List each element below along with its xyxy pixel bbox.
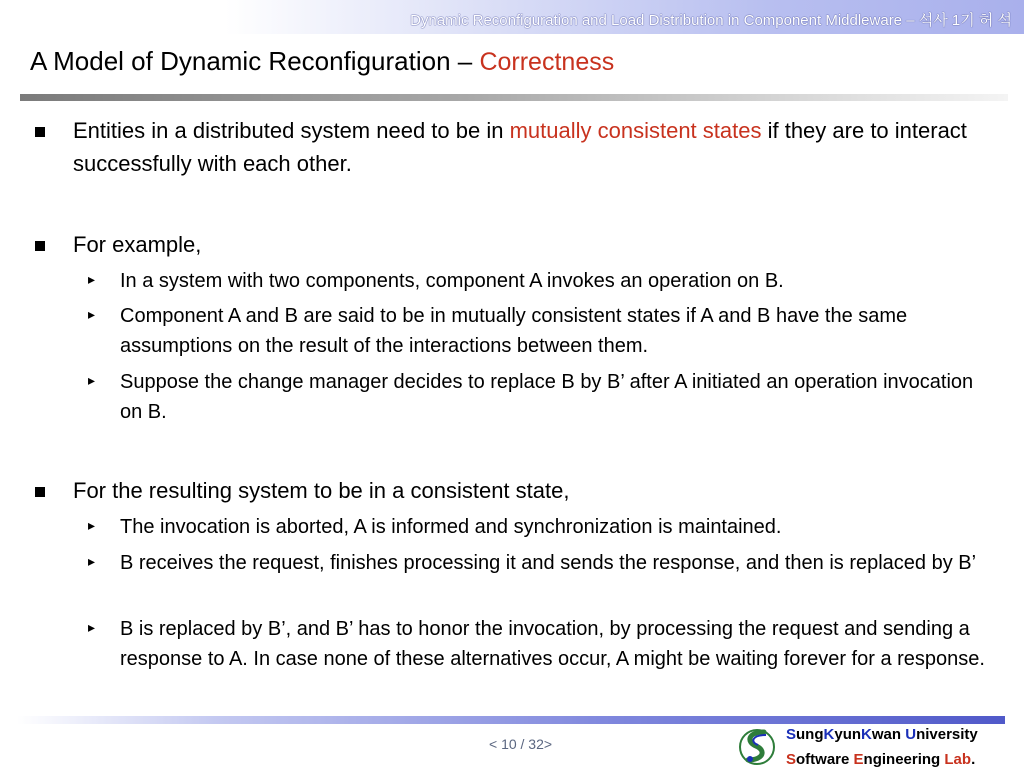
arrow-bullet-icon: ▸ bbox=[88, 271, 96, 287]
sub-bullet-resulting-1 bbox=[88, 512, 1000, 542]
sub-bullet-text: B receives the request, finishes processing it and sends the response, and then is replaced by B’ bbox=[120, 552, 977, 574]
arrow-bullet-icon: ▸ bbox=[88, 619, 96, 635]
sub-bullet-text: In a system with two components, component A invokes an operation on B. bbox=[120, 270, 784, 292]
arrow-bullet-icon: ▸ bbox=[88, 517, 96, 533]
header-text: Dynamic Reconfiguration and Load Distribution in Component Middleware – 석사 1기 허 석 bbox=[410, 12, 1012, 29]
sub-bullet-example-1 bbox=[88, 266, 1000, 296]
sub-bullet-example-2 bbox=[88, 301, 1000, 361]
sub-bullet-text: B is replaced by B’, and B’ has to honor the invocation, by processing the request and sending a response to A. In case none of these alternatives occur, A might be waiting forever for a response. bbox=[120, 618, 985, 670]
sub-bullet-resulting-2 bbox=[88, 548, 1000, 578]
bullet-resulting-system bbox=[73, 474, 1003, 507]
page-title bbox=[30, 46, 614, 77]
square-bullet-icon bbox=[35, 127, 45, 137]
footer-divider bbox=[17, 716, 1005, 724]
sub-bullet-text: The invocation is aborted, A is informed and synchronization is maintained. bbox=[120, 516, 782, 538]
arrow-bullet-icon: ▸ bbox=[88, 553, 96, 569]
sub-bullet-text: Suppose the change manager decides to replace B by B’ after A initiated an operation invocation on B. bbox=[120, 371, 974, 423]
square-bullet-icon bbox=[35, 241, 45, 251]
title-divider bbox=[20, 94, 1008, 101]
bullet-resulting-system-text: For the resulting system to be in a consistent state, bbox=[73, 478, 570, 503]
bullet-consistency-highlight: mutually consistent states bbox=[509, 118, 762, 143]
university-name: SungKyunKwan University bbox=[786, 726, 978, 743]
page-title-main: A Model of Dynamic Reconfiguration – bbox=[30, 46, 480, 76]
bullet-consistency bbox=[73, 114, 1003, 180]
lab-name: Software Engineering Lab. bbox=[786, 751, 976, 768]
bullet-consistency-post: if they are to interact successfully with each other. bbox=[73, 118, 967, 176]
page-title-accent: Correctness bbox=[479, 48, 615, 76]
page-number: < 10 / 32> bbox=[489, 736, 553, 752]
sub-bullet-resulting-3 bbox=[88, 614, 1000, 674]
sub-bullet-example-3 bbox=[88, 367, 1000, 427]
university-logo-icon bbox=[738, 726, 776, 766]
arrow-bullet-icon: ▸ bbox=[88, 372, 96, 388]
arrow-bullet-icon: ▸ bbox=[88, 306, 96, 322]
bullet-example bbox=[73, 228, 1003, 261]
bullet-example-text: For example, bbox=[73, 232, 202, 257]
square-bullet-icon bbox=[35, 487, 45, 497]
sub-bullet-text: Component A and B are said to be in mutually consistent states if A and B have the same assumptions on the result of the interactions between them. bbox=[120, 305, 908, 357]
bullet-consistency-pre: Entities in a distributed system need to be in bbox=[73, 118, 510, 143]
